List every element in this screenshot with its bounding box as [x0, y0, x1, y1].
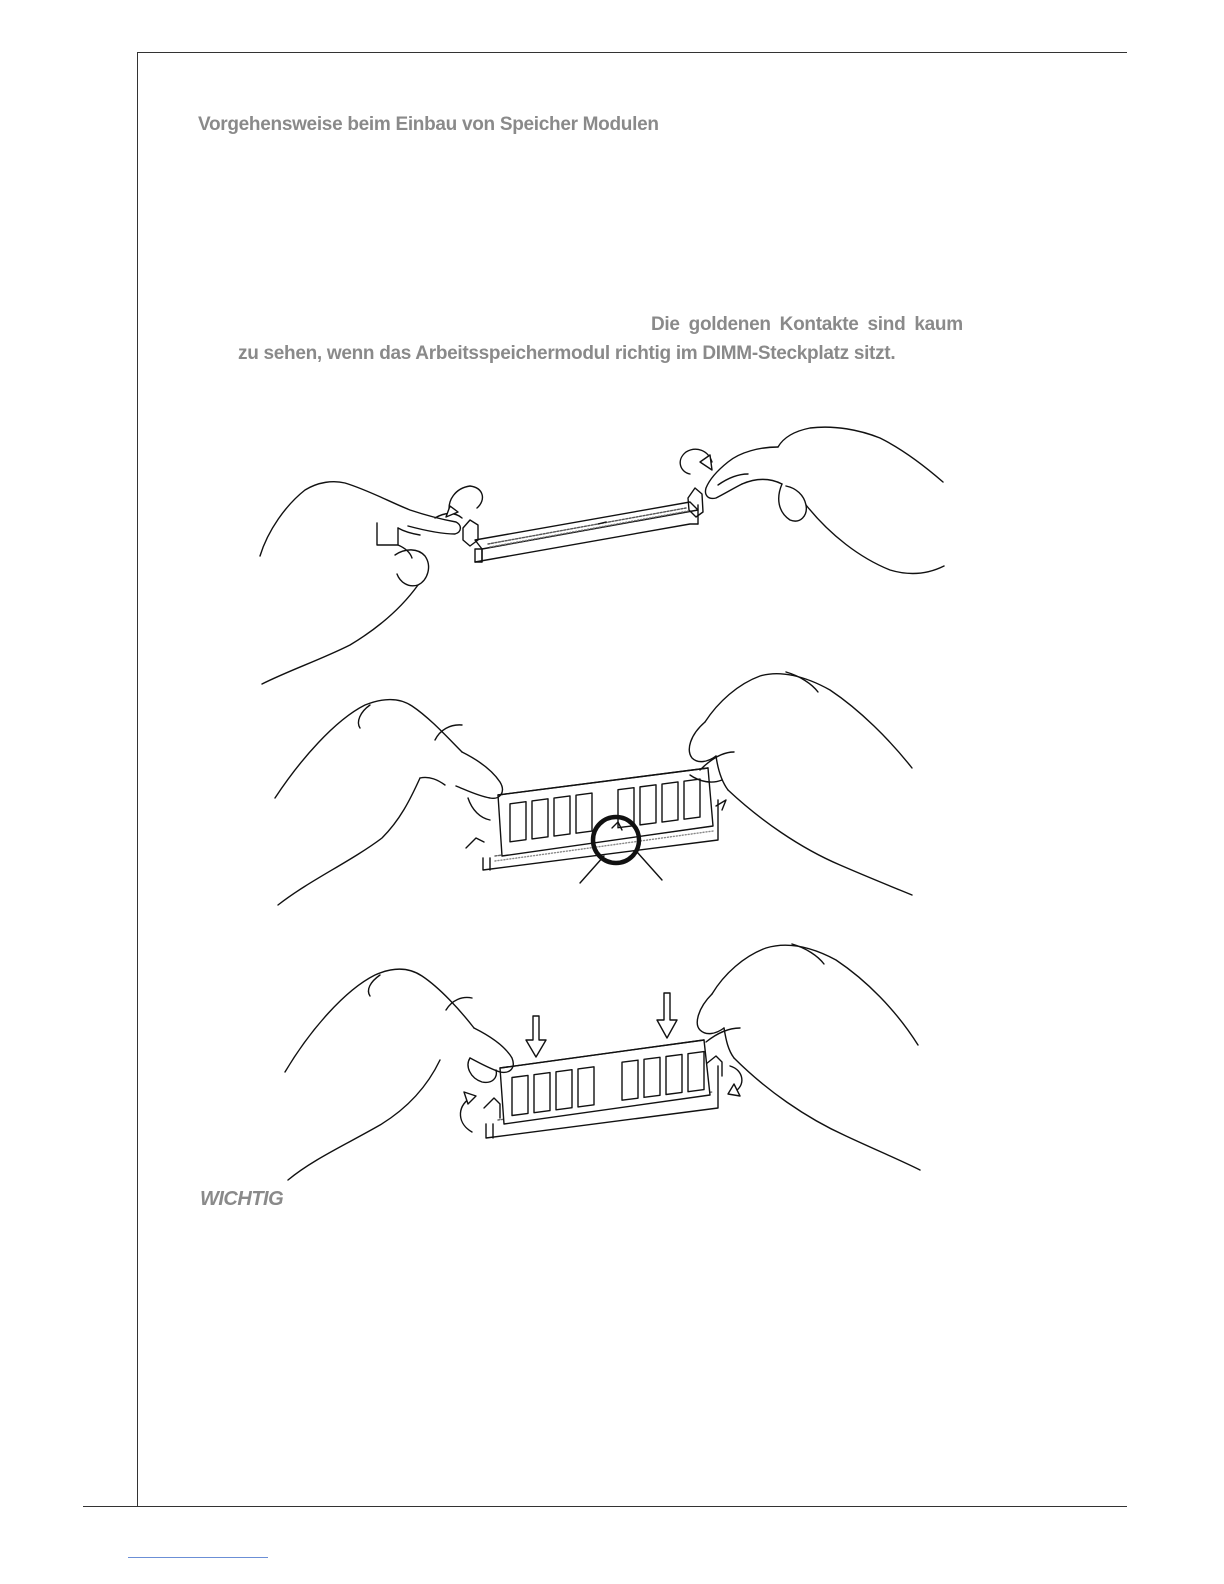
press-down-arrow-left [526, 1016, 546, 1057]
step1-left-hand [260, 482, 482, 684]
important-label: WICHTIG [200, 1188, 284, 1210]
step3-press-module-figure [285, 944, 920, 1180]
step2-right-hand [689, 672, 912, 895]
note-line-2: zu sehen, wenn das Arbeitsspeichermodul richtig im DIMM-Steckplatz sitzt. [238, 343, 896, 364]
note-line-1: Die goldenen Kontakte sind kaum [651, 314, 963, 335]
press-down-arrow-right [657, 993, 677, 1038]
latch-close-arrow-left [460, 1098, 472, 1132]
step2-left-hand [275, 699, 502, 905]
notch-pointer-left [580, 856, 604, 883]
notch-pointer-right [637, 852, 662, 880]
step1-dimm-slot [463, 488, 703, 562]
step3-left-hand [285, 969, 513, 1180]
section-title: Vorgehensweise beim Einbau von Speicher Modulen [198, 114, 659, 135]
step1-open-latches-figure [260, 427, 944, 684]
step3-memory-module [500, 1040, 710, 1124]
step1-right-hand [680, 427, 944, 573]
step2-align-module-figure [275, 672, 912, 905]
step2-memory-module [498, 768, 713, 856]
step3-right-hand [697, 944, 920, 1170]
